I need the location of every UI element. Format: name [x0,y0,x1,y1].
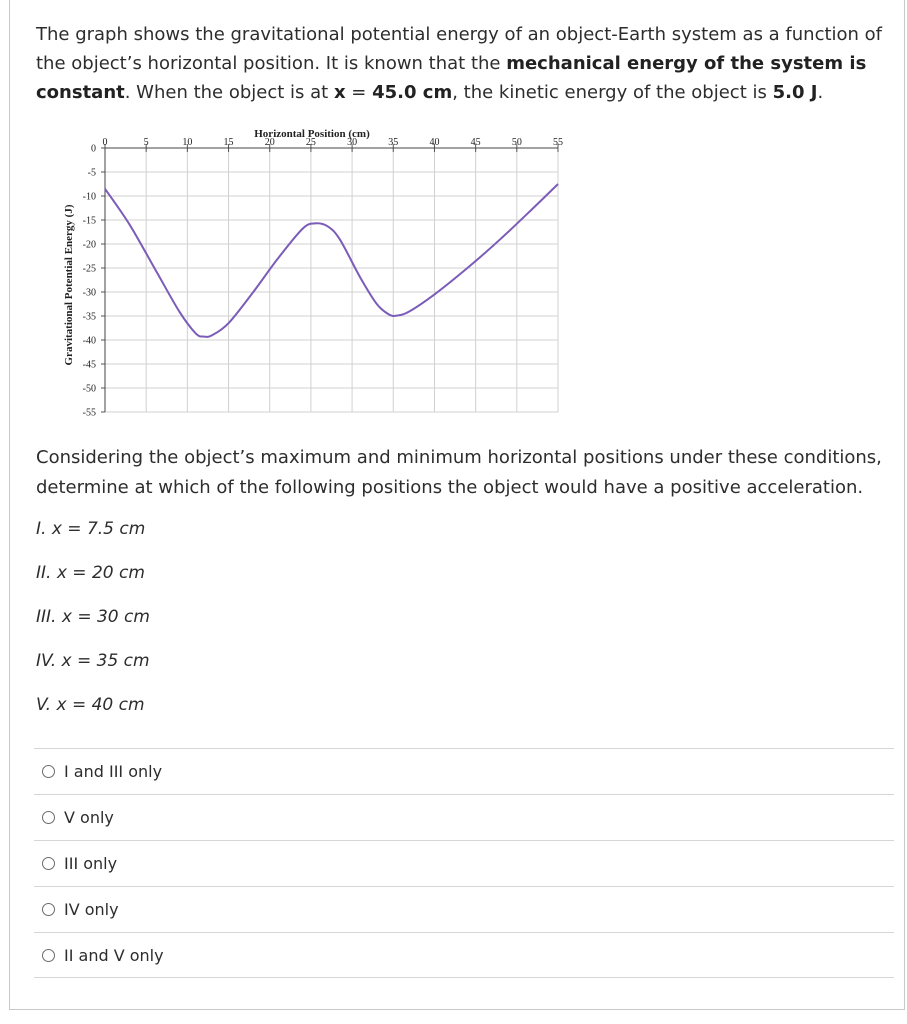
y-tick-label: -35 [82,311,96,323]
energy-chart-svg [50,120,590,420]
chart-grid [105,148,558,412]
y-axis-title: Gravitational Potential Energy (J) [63,204,75,366]
question-equals: = [345,82,373,103]
y-tick-label: -50 [82,383,96,395]
x-tick-label: 25 [305,137,316,148]
question-text [36,20,896,107]
answer-option-label[interactable]: V only [64,808,114,827]
x-tick-label: 30 [347,137,358,148]
radio-button-icon[interactable] [42,949,55,962]
answer-option[interactable] [34,840,894,886]
prompt-text: Considering the object’s maximum and minimum horizontal positions under these conditions, determine at which of the following positions the object would have a positive acceleration. [36,447,882,498]
x-tick-label: 5 [143,137,149,148]
y-tick-label: -45 [82,359,96,371]
question-ke-value: 5.0 J [772,82,818,103]
answer-option[interactable] [34,748,894,794]
statement-item [36,562,150,584]
answer-option[interactable] [34,886,894,932]
answer-option[interactable] [34,932,894,978]
statement-numeral: III. [36,607,57,627]
statement-text: x = 20 cm [51,563,145,583]
x-axis-title: Horizontal Position (cm) [254,128,370,140]
x-tick-label: 0 [102,137,108,148]
y-tick-label: -10 [82,191,96,203]
y-tick-label: -15 [82,215,96,227]
statement-text: x = 40 cm [51,695,145,715]
answer-option[interactable] [34,794,894,840]
y-tick-label: -40 [82,335,96,347]
statement-numeral: V. [36,695,52,715]
energy-curve-line [105,184,558,337]
question-bold-phrase: mechanical energy of the system is constant [36,53,867,103]
statement-item [36,518,150,540]
y-tick-label: -30 [82,287,96,299]
question-x-variable: x [333,82,346,103]
x-tick-label: 55 [553,137,563,148]
answer-option-label[interactable]: I and III only [64,762,163,781]
question-text-part: . [817,82,824,103]
statement-numeral: II. [36,563,52,583]
statement-text: x = 30 cm [56,607,150,627]
answer-option-label[interactable]: IV only [64,900,119,919]
statement-numeral: IV. [36,651,57,671]
y-tick-labels [83,144,96,419]
answer-choices [34,748,894,978]
x-tick-label: 10 [182,137,193,148]
question-text-part: The graph shows the gravitational potential energy of an object-Earth system as a function of the object’s horizontal position. It is known that the [36,24,883,74]
question-text-part: . When the object is at [124,82,334,103]
radio-button-icon[interactable] [42,903,55,916]
statement-text: x = 7.5 cm [46,519,146,539]
x-tick-label: 45 [470,137,481,148]
x-tick-label: 40 [429,137,440,148]
y-tick-label: -5 [87,167,96,179]
y-tick-label: -20 [82,239,96,251]
question-x-value: 45.0 cm [372,82,453,103]
radio-button-icon[interactable] [42,857,55,870]
answer-option-label[interactable]: III only [64,854,118,873]
chart-axes [101,144,558,412]
x-tick-label: 20 [264,137,275,148]
statement-item [36,650,150,672]
y-tick-label: -25 [82,263,96,275]
statement-text: x = 35 cm [56,651,150,671]
question-card [9,0,905,1010]
statement-numeral: I. [36,519,47,539]
statement-list [36,518,150,738]
y-tick-label: 0 [91,143,96,155]
radio-button-icon[interactable] [42,765,55,778]
question-text-part: , the kinetic energy of the object is [452,82,773,103]
radio-button-icon[interactable] [42,811,55,824]
y-tick-label: -55 [82,407,96,419]
answer-option-label[interactable]: II and V only [64,945,164,965]
energy-chart [50,120,590,420]
statement-item [36,606,150,628]
x-tick-label: 35 [388,137,399,148]
statement-item [36,694,150,716]
x-tick-label: 50 [511,137,522,148]
x-tick-label: 15 [223,137,234,148]
